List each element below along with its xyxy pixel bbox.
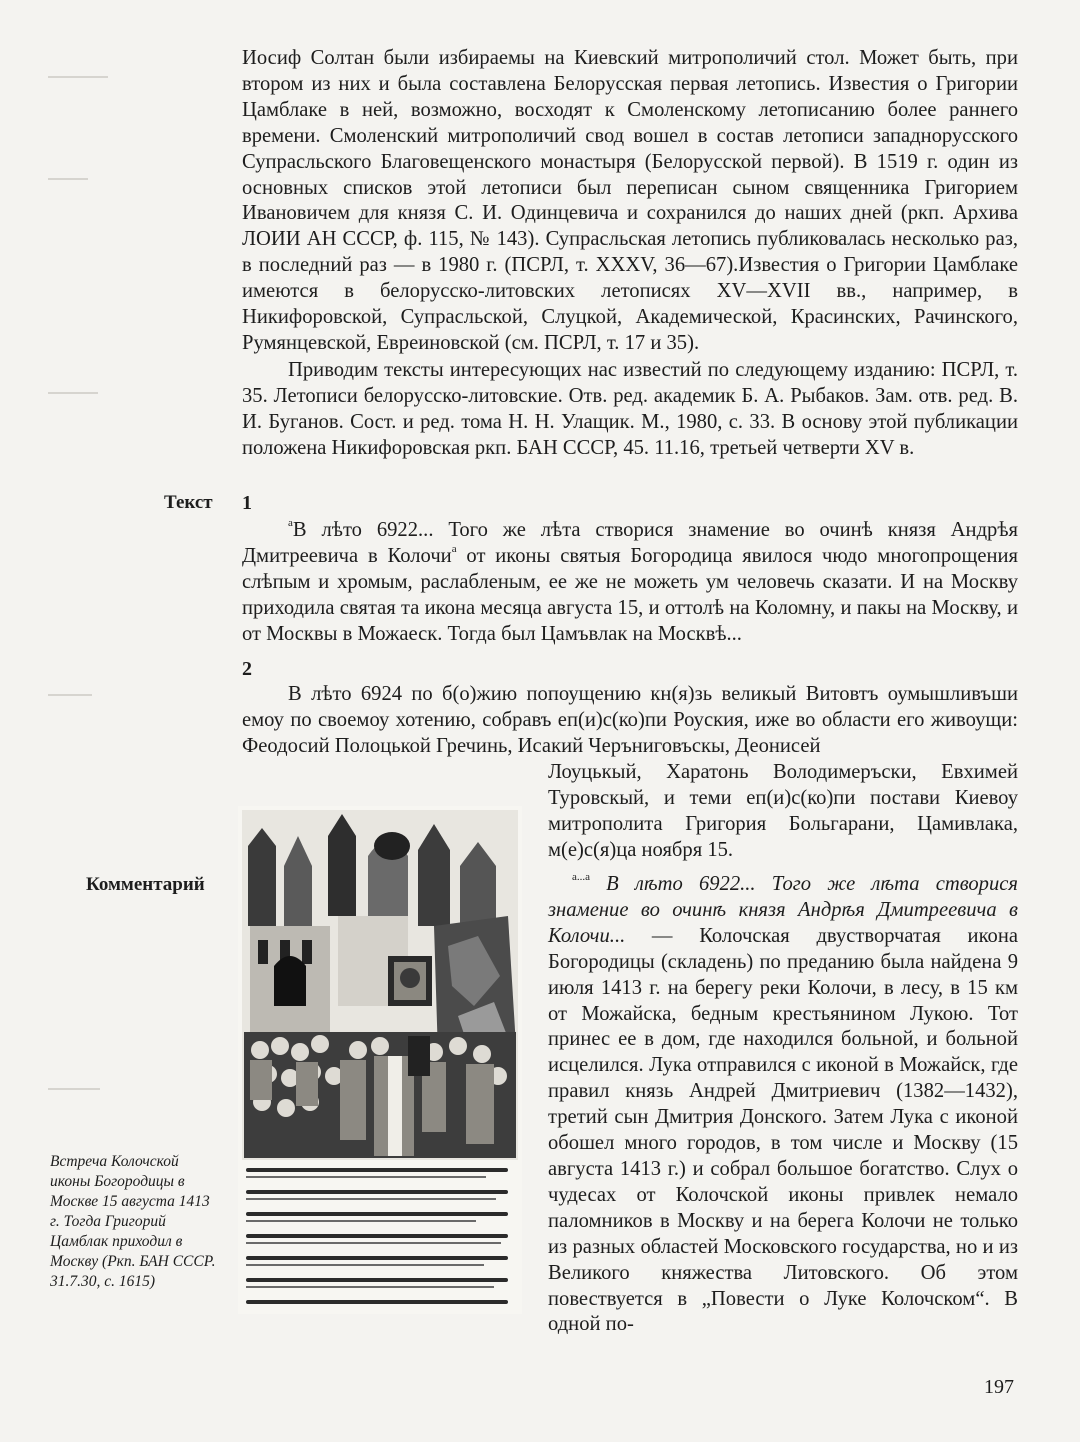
bleed-mark [48,392,98,394]
bleed-mark [48,76,108,78]
section-1-number: 1 [242,492,252,514]
bleed-mark [48,694,92,696]
page-number: 197 [984,1376,1014,1398]
section-2-number: 2 [242,658,252,680]
section-2-text: В лѣто 6924 по б(о)жию попоущению кн(я)зь великый Витовтъ оумышливъши емоу по своемоу хотению, собравъ еп(и)с(ко)пи Роуския, иже во области его живоущи: Феодосий Полоцькой Гречинь, Исакий Черъниговъскы, Деонисей [242,683,1018,757]
footnote-marker: a [288,517,293,529]
section-1-text: $^a$В лѣто 6922... Того же лѣта створися знамение во очинѣ князя Андрѣя Дмитреевича в Колочи$^a$ от иконы святыя Богородица явилося чюдо многопрощения слѣпым и хромым, раслабленым, ее же не можеть ум человечь сказати. И на Москву приходила святая та икона месяца августа 15, и оттолѣ на Коломну, и пакы на Москву, и от Москвы в Можаеск. Тогда был Цамъвлак на Москвѣ... [242,517,1018,645]
bleed-mark [48,1088,100,1090]
footnote-marker: a [451,542,457,555]
bleed-mark [48,178,88,180]
sources-paragraph: Приводим тексты интересующих нас известий по следующему изданию: ПСРЛ, т. 35. Летописи белорусско-литовские. Отв. ред. академик Б. А. Рыбаков. Зам. отв. ред. В. И. Буганов. Сост. и ред. тома Н. Н. Улащик. М., 1980, с. 33. В основу этой публикации положена Никифоровская ркп. БАН СССР, 45. 11.16, третьей четверти XV в. [242,359,1018,459]
manuscript-miniature [238,806,522,1314]
text-section-label: Текст [164,492,213,513]
intro-paragraph: Иосиф Солтан были избираемы на Киевский митрополичий стол. Может быть, при втором из них и была составлена Белорусская первая летопись. Известия о Григории Цамблаке в ней, возможно, восходят к Смоленскому летописанию более раннего времени. Смоленский митрополичий свод вошел в состав летописи западнорусского Супрасльского Благовещенского монастыря (Белорусской первой). В 1519 г. один из основных списков этой летописи был переписан сыном священника Григорием Ивановичем для князя С. И. Одинцевича и сохранился до наших дней (ркп. Архива ЛОИИ АН СССР, ф. 115, № 143). Супрасльская летопись публиковалась несколько раз, в последний раз — в 1980 г. (ПСРЛ, т. XXXV, 36—67).Известия о Григории Цамблаке имеются в белорусско-литовских летописях XV—XVII вв., например, в Никифоровской, Супрасльской, Слуцкой, Академической, Красинских, Рачинского, Румянцевской, Евреиновской (см. ПСРЛ, т. 17 и 35). [242,47,1018,354]
footnote-marker: а...а [572,871,591,883]
miniature-illustration [238,806,522,1314]
figure-caption: Встреча Колочской иконы Богородицы в Москве 15 августа 1413 г. Тогда Григорий Цамблак приходил в Москву (Ркп. БАН СССР. 31.7.30, с. 1615) [50,1153,216,1290]
section-2-text-continued: Лоуцькый, Харатонь Володимеръски, Евхимей Туровскый, и теми еп(и)с(ко)пи постави Киевоу митрополита Григория Больгарани, Цамивлака, м(е)с(я)ца ноября 15. [548,761,1018,861]
commentary-label: Комментарий [86,874,205,895]
commentary-lemma: В лѣто 6922... Того же лѣта створися знамение во очинѣ князя Андрѣя Дмитреевича в Колочи... [548,873,1018,947]
commentary-text: $^{а...а}$ В лѣто 6922... Того же лѣта створися знамение во очинѣ князя Андрѣя Дмитреевича в Колочи... — Колочская двустворчатая икона Богородицы (складень) по преданию была найдена 9 июля 1413 г. на берегу реки Колочи, в лесу, в 15 км от Можайска, бедным крестьянином Лукою. Тот принес ее в дом, где находился больной, и больной исцелился. Лука отправился с иконой в Можайск, где правил князь Андрей Дмитриевич (1382—1432), третий сын Дмитрия Донского. Затем Лука с иконой обошел много городов, в том числе и Москву (15 августа 1413 г.) и собрал большое богатство. Слух о чудесах от Колочской иконы привлек немало паломников в Москву и на берега Колочи не только из разных областей Московского государства, но и из Великого княжества Литовского. Об этом повествуется в „Повести о Луке Колочском“. В одной по- [548,871,1018,1336]
